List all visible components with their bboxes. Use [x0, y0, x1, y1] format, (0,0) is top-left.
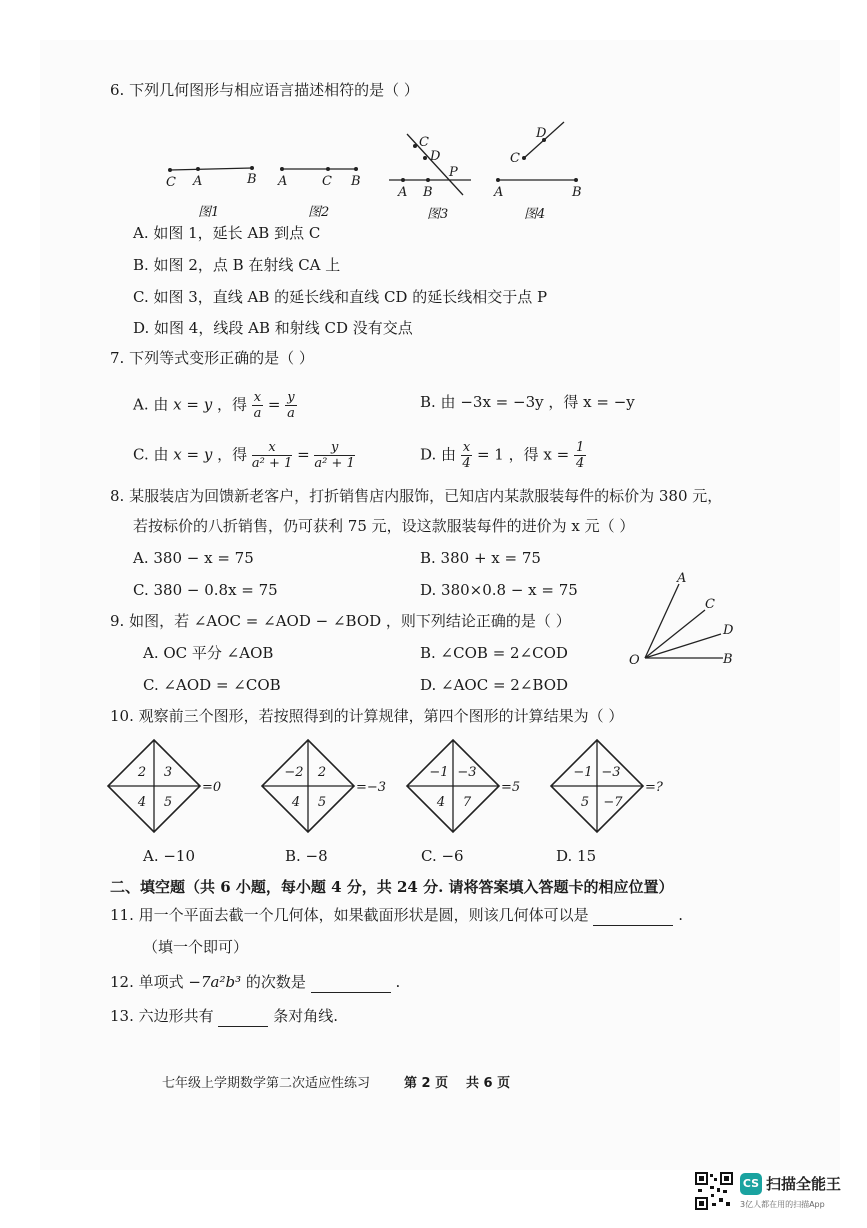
q8-line2: 若按标价的八折销售，仍可获利 75 元，设这款服装每件的进价为 x 元（ ）: [133, 517, 635, 535]
q7-a-frac-left: $\frac{x}{a}$: [253, 390, 262, 421]
q9-option-c[interactable]: C. ∠AOD = ∠COB: [143, 676, 281, 694]
q7-c-eq: x = y: [173, 445, 213, 464]
q7-option-b[interactable]: B. 由 −3x = −3y ，得 x = −y: [420, 393, 635, 411]
svg-text:5: 5: [580, 795, 590, 810]
q9-label-o: O: [629, 653, 640, 668]
section2-title: 二、填空题（共 6 小题，每小题 4 分，共 24 分. 请将答案填入答题卡的相应位置）: [110, 878, 674, 896]
q12-line: 12. 单项式 −7a²b³ 的次数是 .: [110, 973, 401, 991]
svg-text:3: 3: [163, 765, 173, 780]
fig3-caption: 图3: [427, 207, 449, 222]
q9-label-d: D: [723, 623, 734, 638]
q7-option-d[interactable]: [420, 440, 586, 471]
scanner-name: 扫描全能王: [766, 1175, 842, 1193]
svg-text:−1: −1: [429, 765, 449, 780]
scanner-brand-badge: [740, 1170, 860, 1220]
q7-c-prefix: C. 由: [133, 445, 169, 464]
q7-a-prefix: A. 由: [133, 395, 169, 414]
svg-text:2: 2: [317, 765, 327, 780]
q7-c-frac-right: $\frac{y}{\text{a² + 1}}$: [314, 440, 355, 471]
fig3-label-c: C: [419, 135, 429, 150]
svg-text:=0: =0: [202, 780, 222, 795]
fig2-label-a: A: [278, 174, 288, 189]
qr-code-icon: [695, 1172, 733, 1210]
q9-option-a[interactable]: A. OC 平分 ∠AOB: [143, 644, 274, 662]
svg-text:4: 4: [137, 795, 147, 810]
q10-diamond-3: [407, 740, 537, 840]
q10-diamond-4: [551, 740, 681, 840]
svg-text:2: 2: [137, 765, 147, 780]
q10-diamond-2: [262, 740, 392, 840]
q10-option-c[interactable]: C. −6: [421, 847, 464, 865]
q7-option-c[interactable]: C. 由 x = y ，得 $\frac{x}{\text{a² + 1}}$ = $\frac{y}{\text{a² + 1}}$: [133, 440, 355, 471]
q6-option-c[interactable]: C. 如图 3，直线 AB 的延长线和直线 CD 的延长线相交于点 P: [133, 288, 548, 306]
q6-stem: 6. 下列几何图形与相应语言描述相符的是（ ）: [110, 81, 419, 99]
fig4-label-d: D: [536, 126, 547, 141]
scanner-logo-icon: CS: [740, 1173, 762, 1195]
scanner-tagline: 3亿人都在用的扫描App: [740, 1200, 825, 1209]
q7-stem: 7. 下列等式变形正确的是（ ）: [110, 349, 314, 367]
q13-line: 13. 六边形共有 条对角线.: [110, 1007, 338, 1025]
q6-figure-2: [276, 160, 376, 220]
footer-total: 共 6 页: [466, 1076, 511, 1091]
fig2-label-c: C: [322, 174, 332, 189]
q8-line1: 8. 某服装店为回馈新老客户，打折销售店内服饰，已知店内某款服装每件的标价为 380 元，: [110, 487, 723, 505]
fig1-label-c: C: [166, 175, 176, 190]
fig4-label-a: A: [494, 185, 504, 200]
q7-d-prefix: D. 由: [420, 445, 457, 464]
q8-option-c[interactable]: C. 380 − 0.8x = 75: [133, 581, 278, 599]
q7-a-frac-right: $\frac{y}{a}$: [287, 390, 295, 421]
q9-stem: 9. 如图，若 ∠AOC = ∠AOD − ∠BOD ，则下列结论正确的是（ ）: [110, 612, 571, 630]
fig4-caption: 图4: [524, 207, 546, 222]
q13-answer-blank[interactable]: [218, 1006, 268, 1027]
fig1-label-a: A: [193, 174, 203, 189]
q10-option-b[interactable]: B. −8: [285, 847, 328, 865]
fig3-label-a: A: [398, 185, 408, 200]
fig1-caption: 图1: [198, 205, 220, 220]
q10-stem: 10. 观察前三个图形，若按照得到的计算规律，第四个图形的计算结果为（ ）: [110, 707, 624, 725]
q10-option-a[interactable]: A. −10: [143, 847, 196, 865]
footer-page: 第 2 页: [404, 1076, 449, 1091]
q11-answer-blank[interactable]: [593, 905, 673, 926]
svg-text:4: 4: [436, 795, 446, 810]
q6-figure-4: [490, 120, 590, 225]
fig2-label-b: B: [351, 174, 361, 189]
svg-text:−3: −3: [457, 765, 477, 780]
svg-text:=?: =?: [645, 780, 663, 795]
q7-option-a[interactable]: A. 由 x = y ，得 $\frac{x}{a}$ = $\frac{y}{a}$: [133, 390, 295, 421]
svg-text:=5: =5: [501, 780, 521, 795]
q8-option-a[interactable]: A. 380 − x = 75: [133, 549, 254, 567]
svg-text:−2: −2: [284, 765, 304, 780]
fig2-caption: 图2: [308, 205, 330, 220]
svg-text:−7: −7: [603, 795, 623, 810]
q11-line2: （填一个即可）: [143, 938, 249, 956]
fig3-label-d: D: [430, 149, 441, 164]
q9-label-a: A: [677, 571, 687, 586]
fig4-label-b: B: [572, 185, 582, 200]
q7-a-eq: x = y: [173, 395, 213, 414]
q6-option-a[interactable]: A. 如图 1，延长 AB 到点 C: [133, 224, 321, 242]
q9-label-c: C: [705, 597, 715, 612]
svg-text:7: 7: [462, 795, 472, 810]
q6-option-d[interactable]: D. 如图 4，线段 AB 和射线 CD 没有交点: [133, 319, 413, 337]
fig4-label-c: C: [510, 151, 520, 166]
svg-text:−1: −1: [573, 765, 593, 780]
q6-figure-1: [160, 160, 270, 220]
fig1-label-b: B: [247, 172, 257, 187]
q12-monomial: −7a²b³: [188, 973, 242, 991]
fig3-label-b: B: [423, 185, 433, 200]
svg-text:−3: −3: [601, 765, 621, 780]
q11-line1: 11. 用一个平面去截一个几何体，如果截面形状是圆，则该几何体可以是 .: [110, 906, 683, 924]
q6-figure-3: [385, 130, 485, 225]
q7-c-frac-left: $\frac{x}{\text{a² + 1}}$: [251, 440, 293, 471]
svg-text:5: 5: [317, 795, 327, 810]
q9-option-d[interactable]: D. ∠AOC = 2∠BOD: [420, 676, 569, 694]
q10-diamond-1: [108, 740, 238, 840]
svg-text:5: 5: [163, 795, 173, 810]
svg-text:4: 4: [291, 795, 301, 810]
q7-d-frac-right: $\frac{1}{4}$: [575, 440, 585, 471]
q8-option-b[interactable]: B. 380 + x = 75: [420, 549, 541, 567]
q7-d-mid: = 1 ，得 x =: [476, 445, 570, 464]
q8-option-d[interactable]: D. 380×0.8 − x = 75: [420, 581, 578, 599]
q9-option-b[interactable]: B. ∠COB = 2∠COD: [420, 644, 568, 662]
q10-option-d[interactable]: D. 15: [556, 847, 597, 865]
q7-c-mid: ，得: [217, 445, 248, 464]
q9-label-b: B: [723, 652, 733, 667]
q12-answer-blank[interactable]: [311, 972, 391, 993]
q9-angle-figure: [625, 570, 745, 670]
fig3-label-p: P: [449, 165, 458, 180]
svg-text:=−3: =−3: [356, 780, 387, 795]
q7-a-mid: ，得: [216, 395, 247, 414]
q7-d-frac-left: $\frac{x}{4}$: [462, 440, 471, 471]
q6-option-b[interactable]: B. 如图 2，点 B 在射线 CA 上: [133, 256, 341, 274]
footer-title: 七年级上学期数学第二次适应性练习: [162, 1076, 371, 1091]
